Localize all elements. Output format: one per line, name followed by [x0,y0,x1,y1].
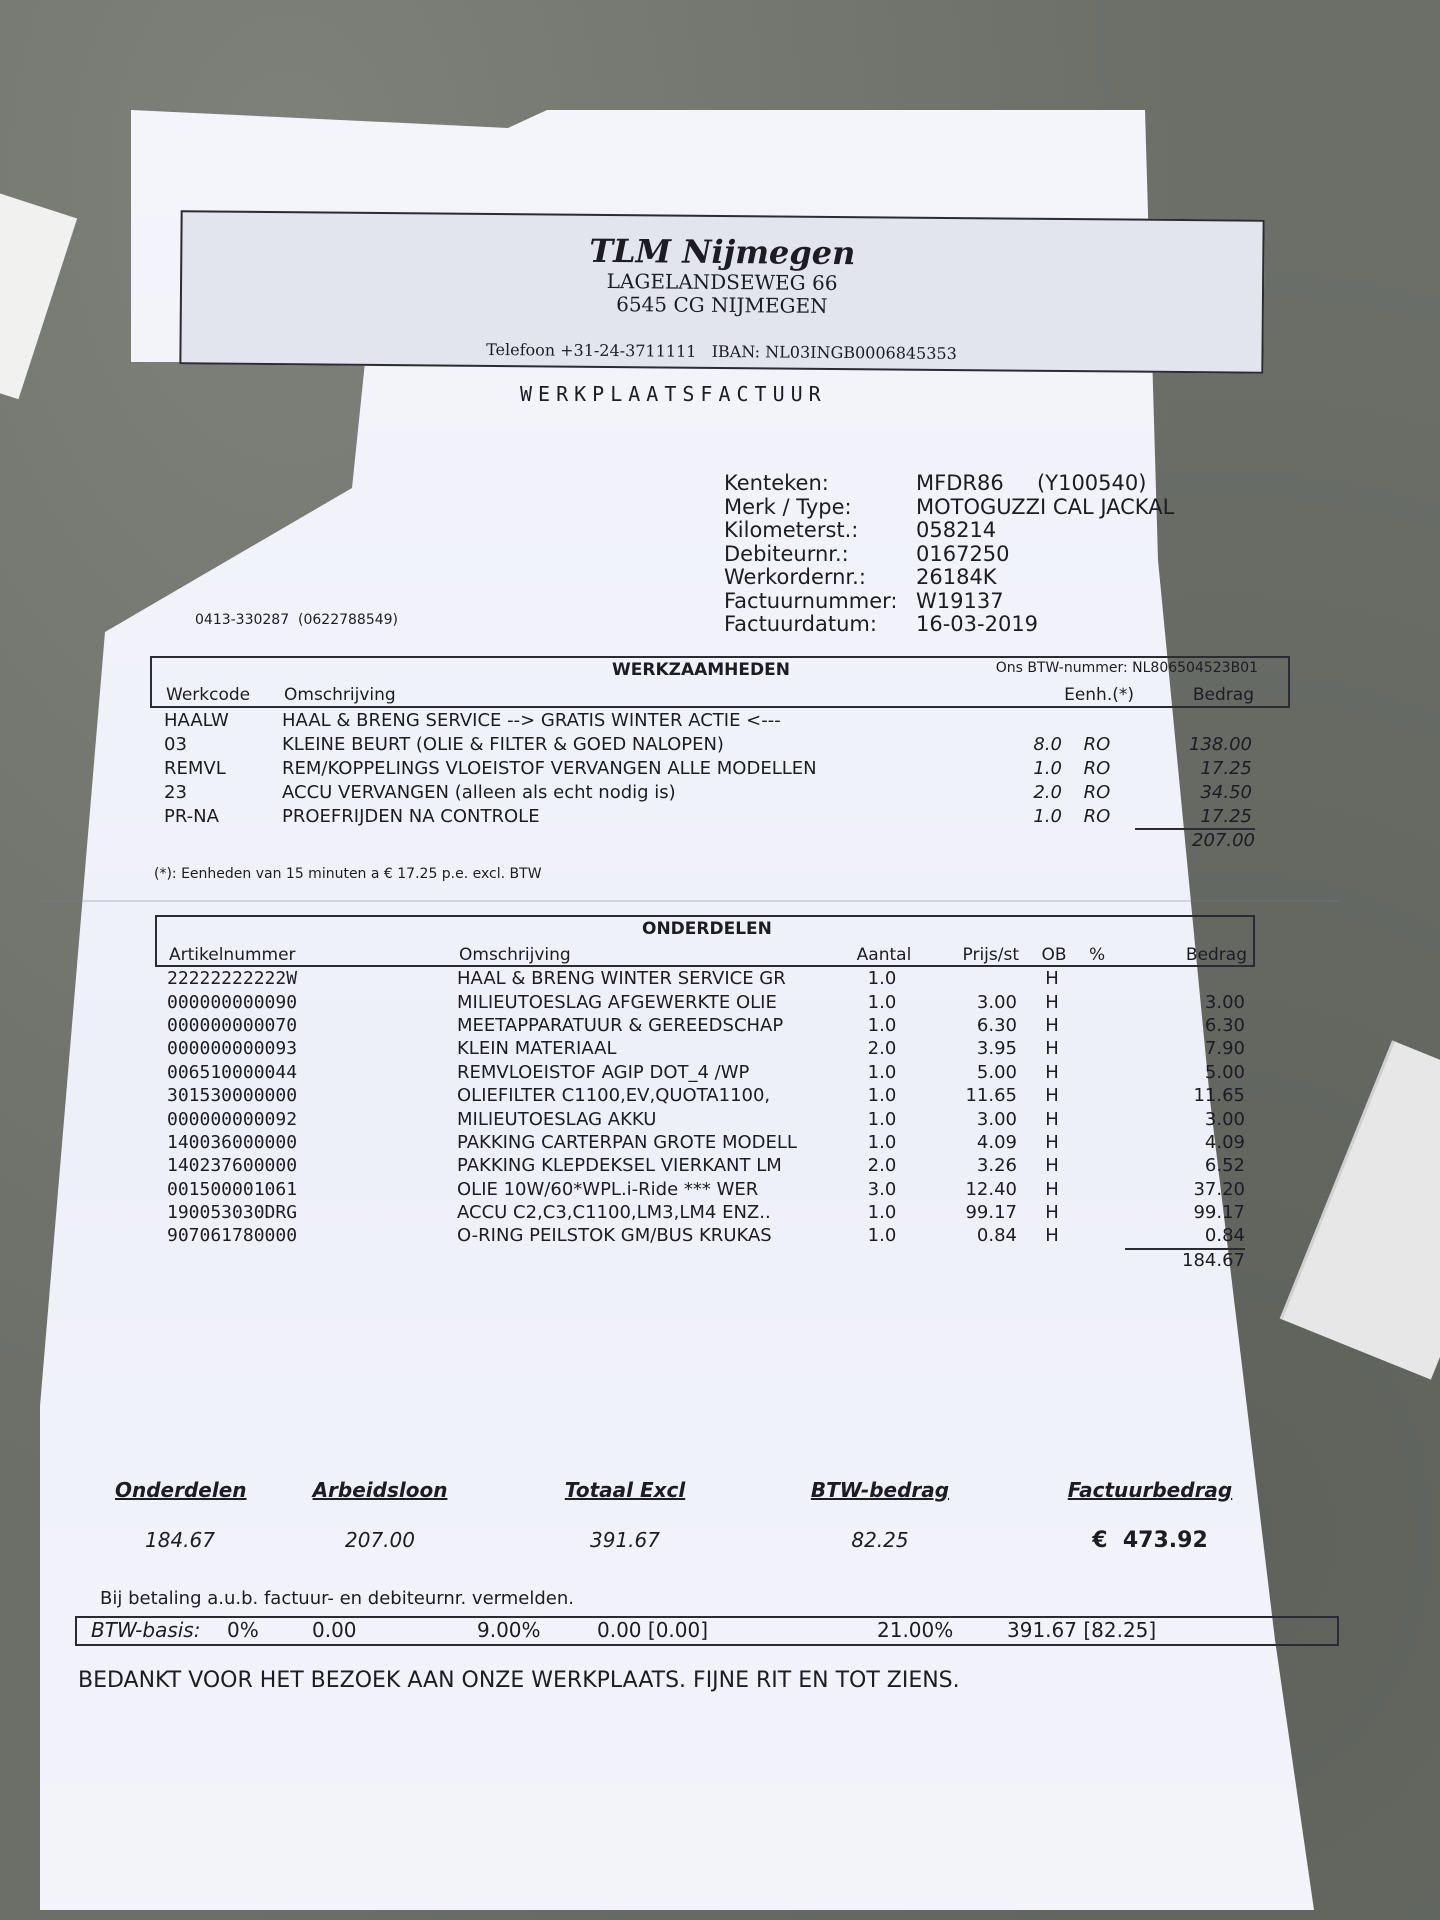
parts-rows [155,967,1255,1248]
cell-article: 907061780000 [167,1225,298,1247]
cell-ob: H [1045,1108,1059,1130]
cell-amount: 3.00 [1204,991,1245,1013]
labour-title: WERKZAAMHEDEN [612,660,790,680]
cell-desc: HAAL & BRENG WINTER SERVICE GR [457,968,786,990]
cell-desc: KLEIN MATERIAAL [457,1038,617,1060]
cell-article: 000000000092 [167,1108,298,1130]
total-value: 184.67 [145,1528,215,1552]
meta-value: MOTOGUZZI CAL JACKAL [916,494,1175,519]
total-value: 207.00 [345,1528,415,1552]
cell-price: 3.00 [976,1108,1017,1130]
table-row [155,1061,1255,1084]
cell-article: 301530000000 [167,1085,298,1107]
cell-amount: 138.00 [1189,733,1252,755]
thanks-message: BEDANKT VOOR HET BEZOEK AAN ONZE WERKPLAATS. FIJNE RIT EN TOT ZIENS. [78,1668,960,1693]
cell-article: 006510000044 [167,1061,298,1083]
cell-units: 1.0 [1033,805,1062,827]
meta-label: Kenteken: [724,471,829,495]
cell-amount: 34.50 [1200,781,1252,803]
total-label: Factuurbedrag [1067,1478,1233,1502]
cell-amount: 7.90 [1204,1038,1245,1060]
table-row [155,990,1255,1013]
cell-code: 23 [164,781,187,803]
company-address-2: 6545 CG NIJMEGEN [616,292,828,318]
cell-qty: 1.0 [867,991,897,1013]
parts-subtotal: 184.67 [1125,1248,1245,1271]
table-row [155,1037,1255,1060]
col-ob: OB [1041,945,1067,965]
cell-qty: 1.0 [867,1108,897,1130]
cell-desc: PAKKING CARTERPAN GROTE MODELL [457,1131,797,1153]
meta-label: Factuurdatum: [724,612,877,636]
cell-amount: 3.00 [1204,1108,1245,1130]
table-row [155,1224,1255,1247]
cell-price: 99.17 [965,1202,1017,1224]
cell-amount: 0.84 [1204,1225,1245,1247]
customer-phone: 0413-330287 (0622788549) [195,612,399,628]
labour-subtotal: 207.00 [1135,828,1255,851]
col-pct: % [1089,945,1106,965]
meta-label: Merk / Type: [724,494,852,519]
cell-desc: MILIEUTOESLAG AFGEWERKTE OLIE [457,991,777,1013]
company-name: TLM Nijmegen [589,231,856,273]
col-article: Artikelnummer [169,945,296,965]
cell-article: 140237600000 [167,1155,298,1177]
cell-qty: 3.0 [867,1178,897,1200]
total-value: 82.25 [851,1528,909,1552]
cell-desc: REMVLOEISTOF AGIP DOT_4 /WP [457,1061,750,1083]
cell-amount: 4.09 [1204,1131,1245,1153]
total-parts [115,1478,245,1552]
table-row [155,1178,1255,1201]
cell-qty: 1.0 [867,1014,897,1036]
cell-amount: 17.25 [1200,805,1252,827]
total-labour [310,1478,450,1552]
table-row [150,708,1290,732]
table-row [155,1107,1255,1130]
cell-code: 03 [164,733,187,755]
btw-rate-21: 21.00% [877,1618,954,1642]
total-label: Onderdelen [115,1478,247,1502]
company-contact [181,337,1261,365]
total-value: € 473.92 [1092,1528,1208,1553]
labour-columns [166,685,1258,705]
cell-article: 140036000000 [167,1131,298,1153]
cell-amount: 17.25 [1200,757,1252,779]
meta-value: 16-03-2019 [916,612,1039,636]
table-row [155,1131,1255,1154]
cell-ob: H [1045,1225,1059,1247]
cell-qty: 1.0 [867,1225,897,1247]
total-value: 391.67 [590,1528,660,1552]
meta-row [724,519,1174,543]
table-row [155,1201,1255,1224]
cell-ob: H [1045,1014,1059,1036]
col-qty: Aantal [856,945,912,965]
cell-qty: 1.0 [867,1085,897,1107]
cell-article: 001500001061 [167,1178,298,1200]
cell-desc: ACCU VERVANGEN (alleen als echt nodig is) [282,781,676,803]
btw-amount-0: 0.00 [312,1618,357,1642]
col-amount: Bedrag [1192,685,1254,705]
cell-desc: O-RING PEILSTOK GM/BUS KRUKAS [457,1225,772,1247]
cell-desc: KLEINE BEURT (OLIE & FILTER & GOED NALOPEN) [282,733,724,755]
meta-label: Kilometerst.: [724,518,859,542]
parts-header [155,915,1255,967]
cell-ob: H [1045,1131,1059,1153]
fold-crease [40,900,1340,902]
table-row [155,1084,1255,1107]
invoice-meta [724,472,1174,637]
table-row [155,967,1255,990]
cell-ob: H [1045,991,1059,1013]
cell-ob: H [1045,1178,1059,1200]
cell-amount: 37.20 [1193,1178,1245,1200]
total-label: BTW-bedrag [810,1478,950,1502]
cell-desc: HAAL & BRENG SERVICE --> GRATIS WINTER ACTIE <--- [282,709,781,731]
cell-article: 190053030DRG [167,1202,298,1224]
meta-row [724,543,1174,567]
parts-columns [169,945,1253,965]
meta-row [724,496,1174,520]
document-title: WERKPLAATSFACTUUR [520,382,827,406]
cell-qty: 1.0 [867,1131,897,1153]
cell-ob: H [1045,1061,1059,1083]
cell-desc: OLIEFILTER C1100,EV,QUOTA1100, [457,1085,771,1107]
company-block [182,228,1263,321]
cell-price: 4.09 [976,1131,1017,1153]
meta-value: 0167250 [916,541,1010,566]
cell-ob: H [1045,968,1059,990]
cell-qty: 2.0 [867,1038,897,1060]
cell-ob: H [1045,1085,1059,1107]
cell-article: 22222222222W [167,968,298,990]
labour-header [150,656,1290,708]
labour-footnote: (*): Eenheden van 15 minuten a € 17.25 p.e. excl. BTW [154,866,542,882]
btw-rate-9: 9.00% [477,1618,541,1642]
cell-unit-type: RO [1083,757,1111,779]
cell-desc: MEETAPPARATUUR & GEREEDSCHAP [457,1014,784,1036]
cell-price: 5.00 [976,1061,1017,1083]
meta-label: Factuurnummer: [724,588,898,613]
table-row [155,1154,1255,1177]
cell-price: 6.30 [976,1014,1017,1036]
cell-ob: H [1045,1155,1059,1177]
cell-amount: 11.65 [1193,1085,1245,1107]
meta-label: Debiteurnr.: [724,541,849,566]
col-price: Prijs/st [962,945,1019,965]
cell-qty: 1.0 [867,968,897,990]
btw-amount-9: 0.00 [0.00] [597,1618,709,1642]
col-units: Eenh.(*) [1064,685,1134,705]
table-row [150,732,1290,756]
cell-units: 8.0 [1033,733,1062,755]
company-iban: IBAN: NL03INGB0006845353 [711,341,957,364]
cell-code: PR-NA [164,805,219,827]
company-phone: Telefoon +31-24-3711111 [486,339,697,361]
cell-article: 000000000090 [167,991,298,1013]
cell-amount: 6.52 [1204,1155,1245,1177]
cell-article: 000000000093 [167,1038,298,1060]
meta-value: 058214 [916,518,997,542]
total-label: Arbeidsloon [312,1478,448,1502]
col-desc: Omschrijving [284,685,396,705]
table-row [150,804,1290,828]
col-amount: Bedrag [1185,945,1247,965]
cell-desc: MILIEUTOESLAG AKKU [457,1108,657,1130]
cell-code: HAALW [164,709,229,731]
col-code: Werkcode [166,685,251,705]
cell-code: REMVL [164,757,226,779]
cell-price: 3.26 [976,1155,1017,1177]
cell-desc: ACCU C2,C3,C1100,LM3,LM4 ENZ.. [457,1202,771,1224]
meta-value: W19137 [916,588,1004,613]
cell-ob: H [1045,1038,1059,1060]
total-btw [805,1478,955,1552]
total-excl [555,1478,695,1552]
meta-value: 26184K [916,565,997,589]
cell-units: 1.0 [1033,757,1062,779]
cell-price: 3.00 [976,991,1017,1013]
parts-title: ONDERDELEN [642,919,772,939]
cell-qty: 1.0 [867,1202,897,1224]
labour-section [150,656,1290,882]
cell-price: 3.95 [976,1038,1017,1060]
cell-ob: H [1045,1202,1059,1224]
cell-unit-type: RO [1083,781,1111,803]
col-desc: Omschrijving [459,945,571,965]
company-address-1: LAGELANDSEWEG 66 [606,268,838,296]
cell-desc: OLIE 10W/60*WPL.i-Ride *** WER [457,1178,759,1200]
cell-desc: REM/KOPPELINGS VLOEISTOF VERVANGEN ALLE MODELLEN [282,757,817,779]
meta-row [724,472,1174,496]
payment-note: Bij betaling a.u.b. factuur- en debiteurnr. vermelden. [100,1588,574,1609]
cell-unit-type: RO [1083,805,1111,827]
total-label: Totaal Excl [564,1478,686,1502]
cell-price: 12.40 [965,1178,1017,1200]
cell-unit-type: RO [1083,733,1111,755]
meta-value: MFDR86 (Y100540) [916,471,1147,495]
meta-row [724,613,1174,637]
btw-number: Ons BTW-nummer: NL806504523B01 [995,660,1258,676]
meta-row [724,566,1174,590]
cell-desc: PROEFRIJDEN NA CONTROLE [282,805,540,827]
table-row [155,1014,1255,1037]
cell-amount: 99.17 [1193,1202,1245,1224]
btw-basis-label: BTW-basis: [91,1618,201,1642]
btw-amount-21: 391.67 [82.25] [1007,1618,1157,1642]
cell-price: 11.65 [965,1085,1017,1107]
btw-rate-0: 0% [227,1618,259,1642]
cell-desc: PAKKING KLEPDEKSEL VIERKANT LM [457,1155,782,1177]
parts-section [155,915,1255,1271]
meta-label: Werkordernr.: [724,565,866,589]
total-invoice [1065,1478,1235,1553]
cell-qty: 1.0 [867,1061,897,1083]
cell-amount: 6.30 [1204,1014,1245,1036]
btw-basis-bar [75,1616,1339,1646]
cell-qty: 2.0 [867,1155,897,1177]
cell-units: 2.0 [1033,781,1062,803]
cell-price: 0.84 [976,1225,1017,1247]
table-row [150,756,1290,780]
meta-row [724,590,1174,614]
cell-article: 000000000070 [167,1014,298,1036]
company-header [179,210,1264,373]
table-row [150,780,1290,804]
cell-amount: 5.00 [1204,1061,1245,1083]
